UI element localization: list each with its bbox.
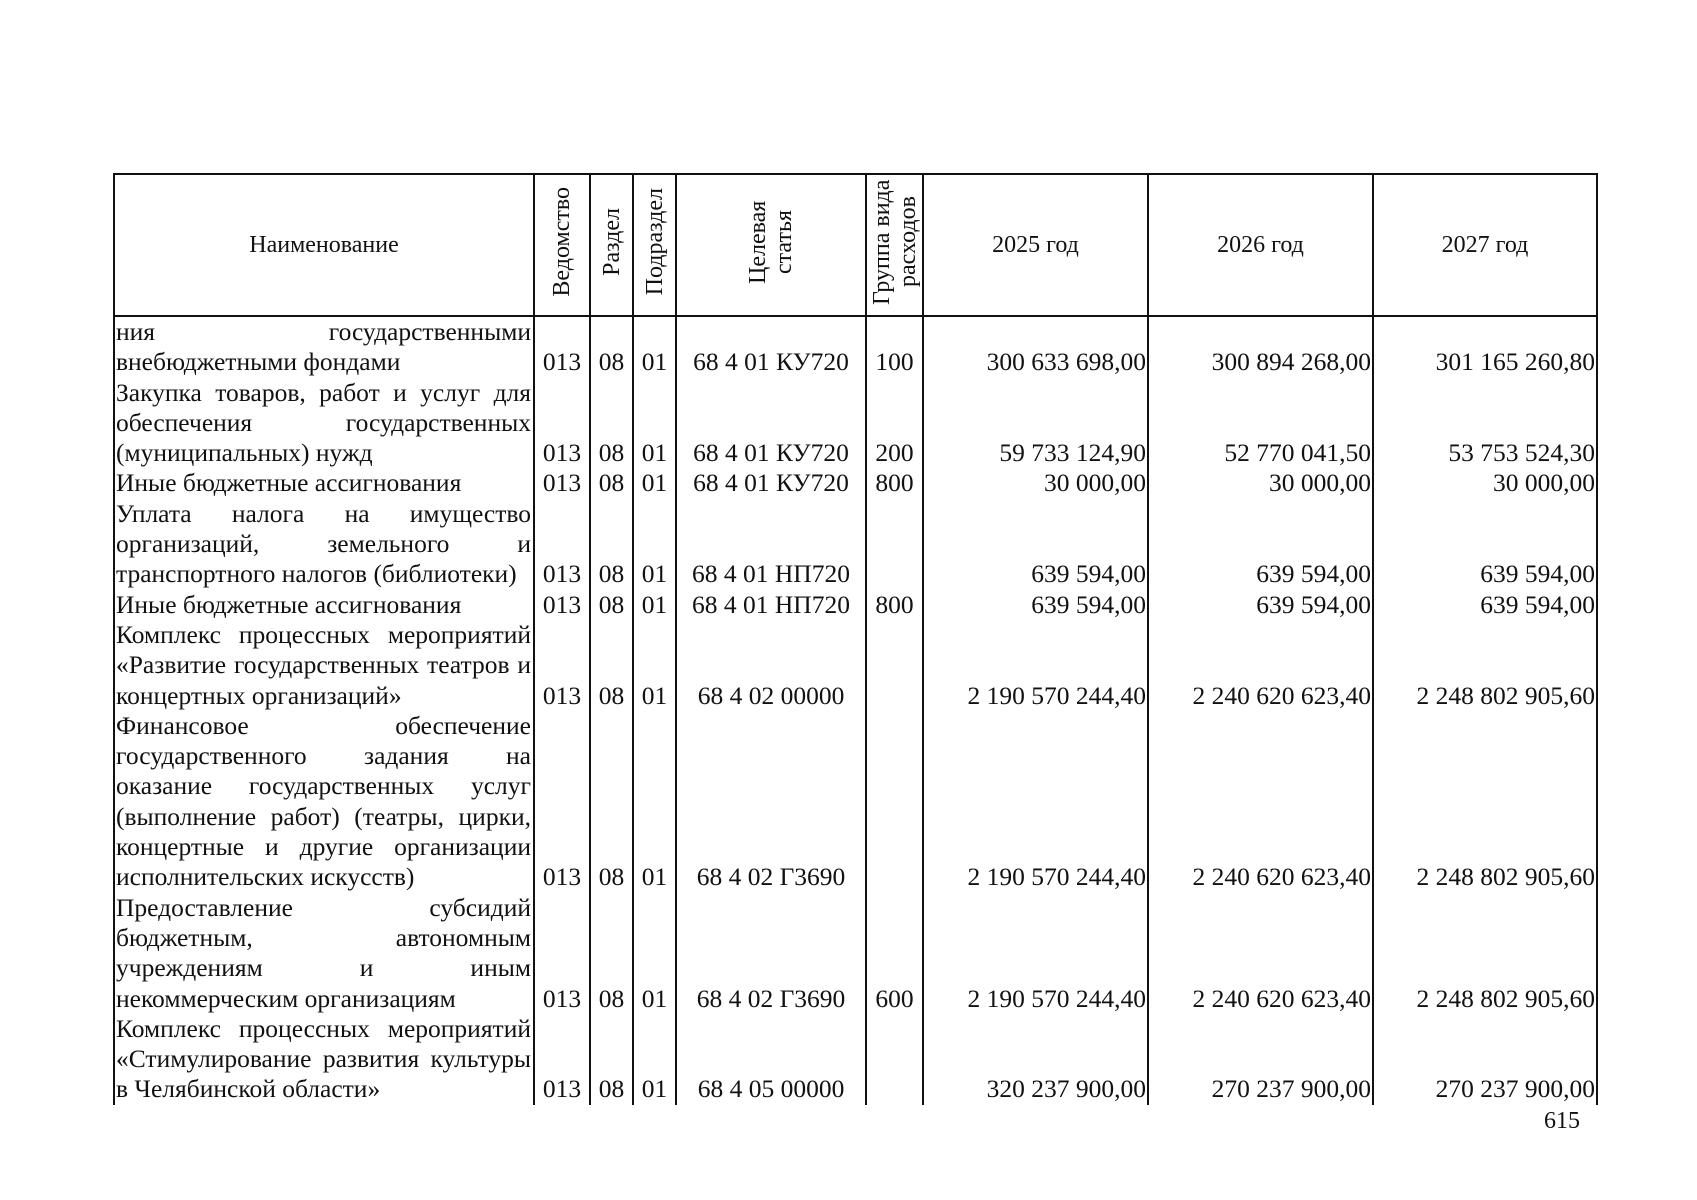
cell-year-2026: 270 237 900,00 <box>1148 1014 1373 1105</box>
cell-section: 08 <box>590 468 633 498</box>
table-row <box>114 893 1597 1014</box>
cell-year-2026: 2 240 620 623,40 <box>1148 711 1373 893</box>
cell-expense-group: 600 <box>866 893 923 1014</box>
cell-department: 013 <box>534 711 590 893</box>
cell-year-2027: 301 165 260,80 <box>1373 316 1597 378</box>
header-department: Ведомство <box>534 174 590 316</box>
cell-year-2026: 52 770 041,50 <box>1148 378 1373 469</box>
cell-department: 013 <box>534 590 590 620</box>
cell-expense-group <box>866 1014 923 1105</box>
cell-section: 08 <box>590 378 633 469</box>
cell-subsection: 01 <box>633 590 676 620</box>
table-row <box>114 1014 1597 1105</box>
table-body <box>114 316 1597 1105</box>
cell-subsection: 01 <box>633 499 676 590</box>
cell-name: Комплекс процессных мероприятий «Развитие государственных театров и концертных организаций» <box>114 620 534 711</box>
header-name: Наименование <box>114 174 534 316</box>
cell-year-2026: 30 000,00 <box>1148 468 1373 498</box>
cell-expense-group <box>866 711 923 893</box>
table-row <box>114 590 1597 620</box>
cell-name: Уплата налога на имущество организаций, земельного и транспортного налогов (библиотеки) <box>114 499 534 590</box>
cell-target: 68 4 02 00000 <box>676 620 866 711</box>
cell-expense-group <box>866 620 923 711</box>
table-header <box>114 174 1597 316</box>
cell-year-2025: 2 190 570 244,40 <box>923 893 1148 1014</box>
cell-target: 68 4 01 КУ720 <box>676 468 866 498</box>
cell-year-2025: 300 633 698,00 <box>923 316 1148 378</box>
cell-expense-group: 800 <box>866 590 923 620</box>
cell-expense-group: 100 <box>866 316 923 378</box>
header-subsection: Подраздел <box>633 174 676 316</box>
cell-department: 013 <box>534 316 590 378</box>
cell-target: 68 4 05 00000 <box>676 1014 866 1105</box>
cell-section: 08 <box>590 316 633 378</box>
cell-subsection: 01 <box>633 468 676 498</box>
cell-subsection: 01 <box>633 620 676 711</box>
table-row <box>114 378 1597 469</box>
cell-name: Финансовое обеспечение государственного задания на оказание государственных услуг (выполнение работ) (театры, цирки, концертные и другие организации исполнительских искусств) <box>114 711 534 893</box>
table-row <box>114 468 1597 498</box>
cell-year-2026: 300 894 268,00 <box>1148 316 1373 378</box>
header-year-2025: 2025 год <box>923 174 1148 316</box>
cell-subsection: 01 <box>633 893 676 1014</box>
cell-target: 68 4 02 Г3690 <box>676 893 866 1014</box>
cell-name: ния государственными внебюджетными фондами <box>114 316 534 378</box>
budget-table <box>113 173 1598 1105</box>
cell-year-2027: 2 248 802 905,60 <box>1373 620 1597 711</box>
cell-subsection: 01 <box>633 711 676 893</box>
cell-target: 68 4 01 КУ720 <box>676 316 866 378</box>
cell-year-2027: 2 248 802 905,60 <box>1373 893 1597 1014</box>
cell-expense-group: 200 <box>866 378 923 469</box>
cell-subsection: 01 <box>633 316 676 378</box>
cell-subsection: 01 <box>633 1014 676 1105</box>
header-section: Раздел <box>590 174 633 316</box>
header-year-2027: 2027 год <box>1373 174 1597 316</box>
cell-target: 68 4 02 Г3690 <box>676 711 866 893</box>
cell-section: 08 <box>590 620 633 711</box>
cell-year-2027: 53 753 524,30 <box>1373 378 1597 469</box>
cell-expense-group: 800 <box>866 468 923 498</box>
cell-year-2025: 59 733 124,90 <box>923 378 1148 469</box>
cell-section: 08 <box>590 499 633 590</box>
table-row <box>114 711 1597 893</box>
cell-year-2025: 639 594,00 <box>923 590 1148 620</box>
cell-target: 68 4 01 КУ720 <box>676 378 866 469</box>
cell-department: 013 <box>534 468 590 498</box>
cell-department: 013 <box>534 378 590 469</box>
cell-name: Иные бюджетные ассигнования <box>114 590 534 620</box>
cell-year-2025: 2 190 570 244,40 <box>923 620 1148 711</box>
cell-section: 08 <box>590 1014 633 1105</box>
cell-target: 68 4 01 НП720 <box>676 499 866 590</box>
cell-year-2027: 639 594,00 <box>1373 499 1597 590</box>
cell-target: 68 4 01 НП720 <box>676 590 866 620</box>
cell-year-2026: 639 594,00 <box>1148 499 1373 590</box>
header-expense-group: Группа вида расходов <box>866 174 923 316</box>
cell-department: 013 <box>534 1014 590 1105</box>
cell-name: Комплекс процессных мероприятий «Стимулирование развития культуры в Челябинской области» <box>114 1014 534 1105</box>
cell-year-2025: 320 237 900,00 <box>923 1014 1148 1105</box>
cell-section: 08 <box>590 711 633 893</box>
header-year-2026: 2026 год <box>1148 174 1373 316</box>
cell-name: Закупка товаров, работ и услуг для обеспечения государственных (муниципальных) нужд <box>114 378 534 469</box>
cell-year-2027: 639 594,00 <box>1373 590 1597 620</box>
cell-name: Иные бюджетные ассигнования <box>114 468 534 498</box>
cell-name: Предоставление субсидий бюджетным, автономным учреждениям и иным некоммерческим организациям <box>114 893 534 1014</box>
cell-year-2025: 639 594,00 <box>923 499 1148 590</box>
cell-department: 013 <box>534 620 590 711</box>
table-row <box>114 316 1597 378</box>
cell-year-2027: 30 000,00 <box>1373 468 1597 498</box>
cell-section: 08 <box>590 893 633 1014</box>
cell-year-2026: 2 240 620 623,40 <box>1148 620 1373 711</box>
cell-year-2025: 2 190 570 244,40 <box>923 711 1148 893</box>
table-row <box>114 620 1597 711</box>
cell-year-2027: 270 237 900,00 <box>1373 1014 1597 1105</box>
cell-year-2026: 2 240 620 623,40 <box>1148 893 1373 1014</box>
cell-expense-group <box>866 499 923 590</box>
cell-year-2027: 2 248 802 905,60 <box>1373 711 1597 893</box>
page-number: 615 <box>1544 1108 1580 1134</box>
table-row <box>114 499 1597 590</box>
cell-section: 08 <box>590 590 633 620</box>
cell-year-2026: 639 594,00 <box>1148 590 1373 620</box>
cell-department: 013 <box>534 893 590 1014</box>
cell-year-2025: 30 000,00 <box>923 468 1148 498</box>
header-target: Целевая статья <box>676 174 866 316</box>
cell-department: 013 <box>534 499 590 590</box>
header-row <box>114 174 1597 316</box>
cell-subsection: 01 <box>633 378 676 469</box>
